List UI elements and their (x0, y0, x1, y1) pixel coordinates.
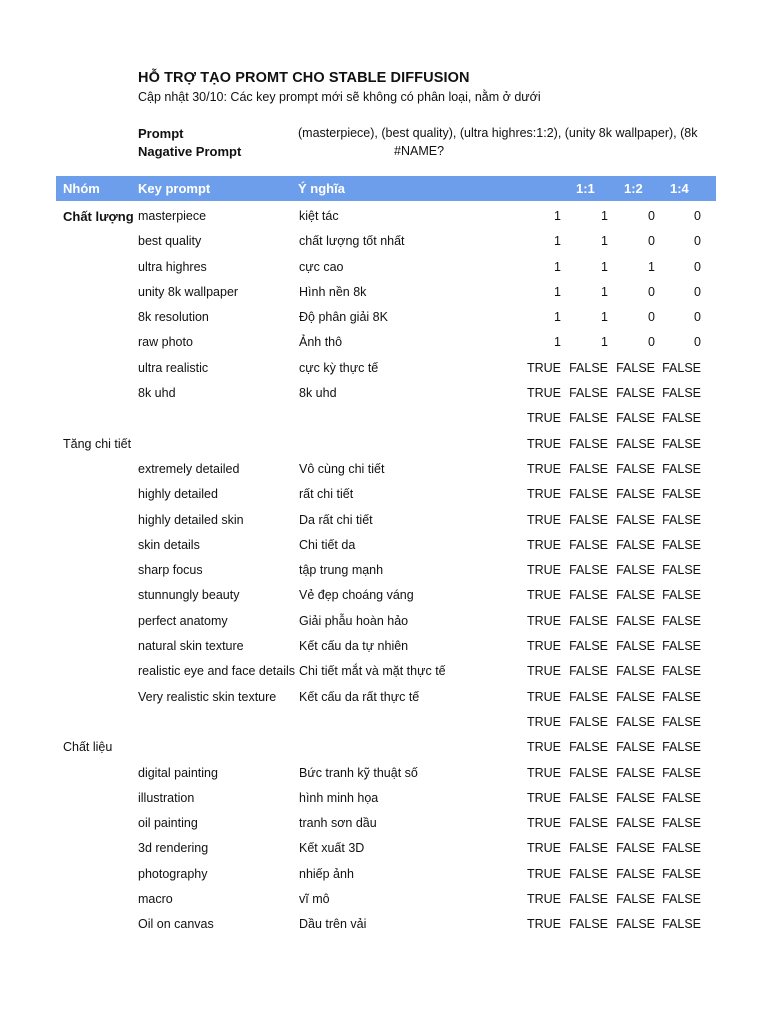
table-row (0, 786, 768, 811)
meaning-cell[interactable]: hình minh họa (299, 790, 379, 805)
meaning-cell[interactable]: Kết xuất 3D (299, 841, 365, 856)
key-prompt-cell[interactable]: skin details (138, 537, 200, 552)
value-cell-2[interactable]: FALSE (569, 537, 608, 552)
key-prompt-cell[interactable]: illustration (138, 790, 195, 805)
table-row (0, 204, 768, 229)
value-cell-4[interactable]: FALSE (662, 664, 701, 679)
value-cell-1[interactable]: TRUE (526, 866, 561, 881)
value-cell-4[interactable]: FALSE (662, 892, 701, 907)
value-cell-1[interactable]: TRUE (526, 740, 561, 755)
value-cell-3[interactable]: FALSE (616, 816, 655, 831)
value-cell-1[interactable]: TRUE (526, 563, 561, 578)
value-cell-4[interactable]: FALSE (662, 487, 701, 502)
prompt-table (0, 204, 768, 938)
meaning-cell[interactable]: Bức tranh kỹ thuật số (299, 765, 418, 780)
key-prompt-cell[interactable]: oil painting (138, 816, 198, 831)
meaning-cell[interactable]: Chi tiết da (299, 537, 356, 552)
value-cell-3[interactable]: FALSE (616, 512, 655, 527)
value-cell-4[interactable]: 0 (694, 234, 701, 249)
value-cell-1[interactable]: 1 (554, 310, 561, 325)
meaning-cell[interactable]: Dầu trên vải (299, 917, 367, 932)
meaning-cell[interactable]: Hình nền 8k (299, 284, 367, 299)
value-cell-1[interactable]: TRUE (526, 360, 561, 375)
value-cell-4[interactable]: FALSE (662, 714, 701, 729)
value-cell-4[interactable]: FALSE (662, 613, 701, 628)
table-header (56, 176, 716, 201)
value-cell-1[interactable]: TRUE (526, 386, 561, 401)
value-cell-2[interactable]: 1 (601, 335, 608, 350)
table-row (0, 255, 768, 280)
table-row (0, 330, 768, 355)
document-title: HỖ TRỢ TẠO PROMT CHO STABLE DIFFUSION (138, 70, 470, 86)
value-cell-4[interactable]: FALSE (662, 537, 701, 552)
value-cell-1[interactable]: TRUE (526, 816, 561, 831)
value-cell-2[interactable]: FALSE (569, 588, 608, 603)
meaning-cell[interactable]: Da rất chi tiết (299, 512, 373, 527)
value-cell-3[interactable]: FALSE (616, 917, 655, 932)
key-prompt-cell[interactable]: 3d rendering (138, 841, 209, 856)
table-row (0, 862, 768, 887)
value-cell-4[interactable]: FALSE (662, 765, 701, 780)
value-cell-1[interactable]: 1 (554, 335, 561, 350)
key-prompt-cell[interactable]: best quality (138, 234, 202, 249)
meaning-cell[interactable]: cực kỳ thực tế (299, 360, 379, 375)
key-prompt-cell[interactable]: natural skin texture (138, 639, 244, 654)
value-cell-2[interactable]: 1 (601, 259, 608, 274)
value-cell-4[interactable]: FALSE (662, 588, 701, 603)
table-row (0, 482, 768, 507)
value-cell-4[interactable]: FALSE (662, 436, 701, 451)
table-row (0, 280, 768, 305)
value-cell-1[interactable]: TRUE (526, 512, 561, 527)
meaning-cell[interactable]: Giải phẫu hoàn hảo (299, 613, 409, 628)
key-prompt-cell[interactable]: Very realistic skin texture (138, 689, 277, 704)
meaning-cell[interactable]: Ảnh thô (299, 335, 343, 350)
table-row (0, 634, 768, 659)
key-prompt-cell[interactable]: highly detailed (138, 487, 218, 502)
table-row (0, 305, 768, 330)
prompt-label: Prompt (138, 126, 184, 141)
value-cell-3[interactable]: FALSE (616, 360, 655, 375)
key-prompt-cell[interactable]: raw photo (138, 335, 193, 350)
value-cell-4[interactable]: FALSE (662, 841, 701, 856)
value-cell-4[interactable]: FALSE (662, 917, 701, 932)
value-cell-3[interactable]: FALSE (616, 639, 655, 654)
meaning-cell[interactable]: cực cao (299, 259, 344, 274)
value-cell-1[interactable]: TRUE (526, 841, 561, 856)
key-prompt-cell[interactable]: unity 8k wallpaper (138, 284, 239, 299)
value-cell-4[interactable]: FALSE (662, 866, 701, 881)
value-cell-4[interactable]: FALSE (662, 411, 701, 426)
value-cell-1[interactable]: TRUE (526, 765, 561, 780)
meaning-cell[interactable]: Vẻ đẹp choáng váng (299, 588, 414, 603)
table-row (0, 836, 768, 861)
header-ratio-1-1: 1:1 (576, 181, 595, 196)
value-cell-2[interactable]: FALSE (569, 487, 608, 502)
value-cell-3[interactable]: 1 (648, 259, 655, 274)
table-row (0, 229, 768, 254)
value-cell-1[interactable]: TRUE (526, 411, 561, 426)
meaning-cell[interactable]: Vô cùng chi tiết (299, 461, 385, 476)
value-cell-1[interactable]: TRUE (526, 917, 561, 932)
table-row (0, 710, 768, 735)
value-cell-3[interactable]: FALSE (616, 386, 655, 401)
value-cell-4[interactable]: FALSE (662, 740, 701, 755)
meaning-cell[interactable]: Chi tiết mắt và mặt thực tế (299, 664, 446, 679)
value-cell-1[interactable]: 1 (554, 209, 561, 223)
table-row (0, 659, 768, 684)
value-cell-2[interactable]: FALSE (569, 563, 608, 578)
value-cell-1[interactable]: TRUE (526, 892, 561, 907)
value-cell-2[interactable]: FALSE (569, 765, 608, 780)
table-row (0, 912, 768, 937)
header-ratio-1-2: 1:2 (624, 181, 643, 196)
value-cell-4[interactable]: FALSE (662, 512, 701, 527)
key-prompt-cell[interactable]: 8k uhd (138, 386, 176, 401)
group-cell[interactable]: Tăng chi tiết (63, 436, 132, 451)
group-cell[interactable]: Chất lượng (63, 209, 134, 224)
value-cell-4[interactable]: 0 (694, 310, 701, 325)
value-cell-3[interactable]: FALSE (616, 461, 655, 476)
meaning-cell[interactable]: vĩ mô (299, 892, 330, 907)
group-cell[interactable]: Chất liệu (63, 740, 113, 755)
key-prompt-cell[interactable]: stunnungly beauty (138, 588, 240, 603)
value-cell-3[interactable]: FALSE (616, 563, 655, 578)
value-cell-3[interactable]: 0 (648, 310, 655, 325)
value-cell-3[interactable]: 0 (648, 234, 655, 249)
meaning-cell[interactable]: nhiếp ảnh (299, 866, 354, 881)
value-cell-2[interactable]: FALSE (569, 714, 608, 729)
meaning-cell[interactable]: chất lượng tốt nhất (299, 234, 405, 249)
value-cell-3[interactable]: 0 (648, 284, 655, 299)
value-cell-4[interactable]: FALSE (662, 563, 701, 578)
value-cell-3[interactable]: FALSE (616, 765, 655, 780)
value-cell-4[interactable]: FALSE (662, 639, 701, 654)
value-cell-4[interactable]: 0 (694, 209, 701, 223)
value-cell-2[interactable]: FALSE (569, 512, 608, 527)
table-row (0, 583, 768, 608)
key-prompt-cell[interactable]: 8k resolution (138, 310, 209, 325)
value-cell-1[interactable]: TRUE (526, 664, 561, 679)
value-cell-1[interactable]: TRUE (526, 588, 561, 603)
value-cell-2[interactable]: FALSE (569, 664, 608, 679)
meaning-cell[interactable]: tranh sơn dầu (299, 816, 377, 831)
value-cell-4[interactable]: FALSE (662, 790, 701, 805)
meaning-cell[interactable]: Kết cấu da tự nhiên (299, 639, 409, 654)
value-cell-4[interactable]: FALSE (662, 360, 701, 375)
key-prompt-cell[interactable]: macro (138, 892, 173, 907)
value-cell-1[interactable]: TRUE (526, 461, 561, 476)
header-group: Nhóm (63, 181, 100, 196)
value-cell-3[interactable]: FALSE (616, 740, 655, 755)
value-cell-1[interactable]: TRUE (526, 436, 561, 451)
update-note: Cập nhật 30/10: Các key prompt mới sẽ không có phân loại, nằm ở dưới (138, 90, 541, 104)
negative-prompt-value-cell[interactable]: #NAME? (394, 144, 445, 158)
meaning-cell[interactable]: Kết cấu da rất thực tế (299, 689, 420, 704)
table-row (0, 558, 768, 583)
value-cell-4[interactable]: FALSE (662, 816, 701, 831)
table-row (0, 406, 768, 431)
value-cell-3[interactable]: FALSE (616, 537, 655, 552)
value-cell-1[interactable]: TRUE (526, 487, 561, 502)
table-row (0, 887, 768, 912)
value-cell-3[interactable]: FALSE (616, 714, 655, 729)
value-cell-4[interactable]: 0 (694, 284, 701, 299)
meaning-cell[interactable]: tập trung mạnh (299, 563, 384, 578)
key-prompt-cell[interactable]: perfect anatomy (138, 613, 228, 628)
meaning-cell[interactable]: rất chi tiết (299, 487, 354, 502)
value-cell-2[interactable]: FALSE (569, 866, 608, 881)
value-cell-1[interactable]: TRUE (526, 537, 561, 552)
key-prompt-cell[interactable]: extremely detailed (138, 461, 240, 476)
value-cell-2[interactable]: FALSE (569, 689, 608, 704)
table-row (0, 432, 768, 457)
value-cell-3[interactable]: FALSE (616, 841, 655, 856)
header-meaning: Ý nghĩa (298, 181, 345, 196)
key-prompt-cell[interactable]: ultra realistic (138, 360, 209, 375)
value-cell-2[interactable]: FALSE (569, 790, 608, 805)
value-cell-1[interactable]: 1 (554, 259, 561, 274)
value-cell-3[interactable]: FALSE (616, 689, 655, 704)
key-prompt-cell[interactable]: photography (138, 866, 208, 881)
value-cell-3[interactable]: FALSE (616, 866, 655, 881)
table-row (0, 381, 768, 406)
value-cell-3[interactable]: FALSE (616, 613, 655, 628)
value-cell-3[interactable]: FALSE (616, 487, 655, 502)
value-cell-2[interactable]: FALSE (569, 639, 608, 654)
value-cell-1[interactable]: 1 (554, 234, 561, 249)
value-cell-2[interactable]: 1 (601, 284, 608, 299)
header-ratio-1-4: 1:4 (670, 181, 689, 196)
value-cell-1[interactable]: TRUE (526, 639, 561, 654)
value-cell-3[interactable]: 0 (648, 335, 655, 350)
value-cell-3[interactable]: FALSE (616, 892, 655, 907)
key-prompt-cell[interactable]: realistic eye and face details (138, 664, 296, 679)
value-cell-4[interactable]: FALSE (662, 689, 701, 704)
value-cell-2[interactable]: FALSE (569, 360, 608, 375)
value-cell-2[interactable]: 1 (601, 310, 608, 325)
value-cell-3[interactable]: FALSE (616, 588, 655, 603)
value-cell-2[interactable]: FALSE (569, 411, 608, 426)
value-cell-3[interactable]: FALSE (616, 411, 655, 426)
table-row (0, 457, 768, 482)
table-row (0, 609, 768, 634)
meaning-cell[interactable]: kiệt tác (299, 209, 339, 223)
value-cell-3[interactable]: FALSE (616, 436, 655, 451)
key-prompt-cell[interactable]: masterpiece (138, 209, 207, 223)
value-cell-2[interactable]: FALSE (569, 816, 608, 831)
value-cell-3[interactable]: FALSE (616, 790, 655, 805)
value-cell-2[interactable]: FALSE (569, 461, 608, 476)
table-row (0, 508, 768, 533)
value-cell-4[interactable]: FALSE (662, 461, 701, 476)
header-key-prompt: Key prompt (138, 181, 211, 196)
negative-prompt-label: Nagative Prompt (138, 144, 242, 159)
value-cell-1[interactable]: TRUE (526, 790, 561, 805)
value-cell-2[interactable]: FALSE (569, 740, 608, 755)
value-cell-3[interactable]: FALSE (616, 664, 655, 679)
value-cell-2[interactable]: FALSE (569, 613, 608, 628)
value-cell-1[interactable]: 1 (554, 284, 561, 299)
key-prompt-cell[interactable]: highly detailed skin (138, 512, 244, 527)
value-cell-2[interactable]: FALSE (569, 917, 608, 932)
key-prompt-cell[interactable]: Oil on canvas (138, 917, 214, 932)
key-prompt-cell[interactable]: digital painting (138, 765, 218, 780)
value-cell-1[interactable]: TRUE (526, 714, 561, 729)
value-cell-2[interactable]: FALSE (569, 436, 608, 451)
value-cell-3[interactable]: 0 (648, 209, 655, 223)
value-cell-2[interactable]: FALSE (569, 841, 608, 856)
key-prompt-cell[interactable]: sharp focus (138, 563, 203, 578)
prompt-value-cell[interactable]: (masterpiece), (best quality), (ultra highres:1:2), (unity 8k wallpaper), (8k (298, 126, 698, 140)
value-cell-4[interactable]: 0 (694, 335, 701, 350)
table-row (0, 761, 768, 786)
meaning-cell[interactable]: 8k uhd (299, 386, 337, 401)
table-row (0, 356, 768, 381)
meaning-cell[interactable]: Độ phân giải 8K (299, 310, 388, 325)
table-row (0, 735, 768, 760)
table-row (0, 533, 768, 558)
value-cell-4[interactable]: 0 (694, 259, 701, 274)
value-cell-2[interactable]: 1 (601, 234, 608, 249)
value-cell-2[interactable]: FALSE (569, 892, 608, 907)
value-cell-1[interactable]: TRUE (526, 613, 561, 628)
value-cell-4[interactable]: FALSE (662, 386, 701, 401)
value-cell-2[interactable]: 1 (601, 209, 608, 223)
value-cell-2[interactable]: FALSE (569, 386, 608, 401)
value-cell-1[interactable]: TRUE (526, 689, 561, 704)
key-prompt-cell[interactable]: ultra highres (138, 259, 207, 274)
table-row (0, 685, 768, 710)
table-row (0, 811, 768, 836)
